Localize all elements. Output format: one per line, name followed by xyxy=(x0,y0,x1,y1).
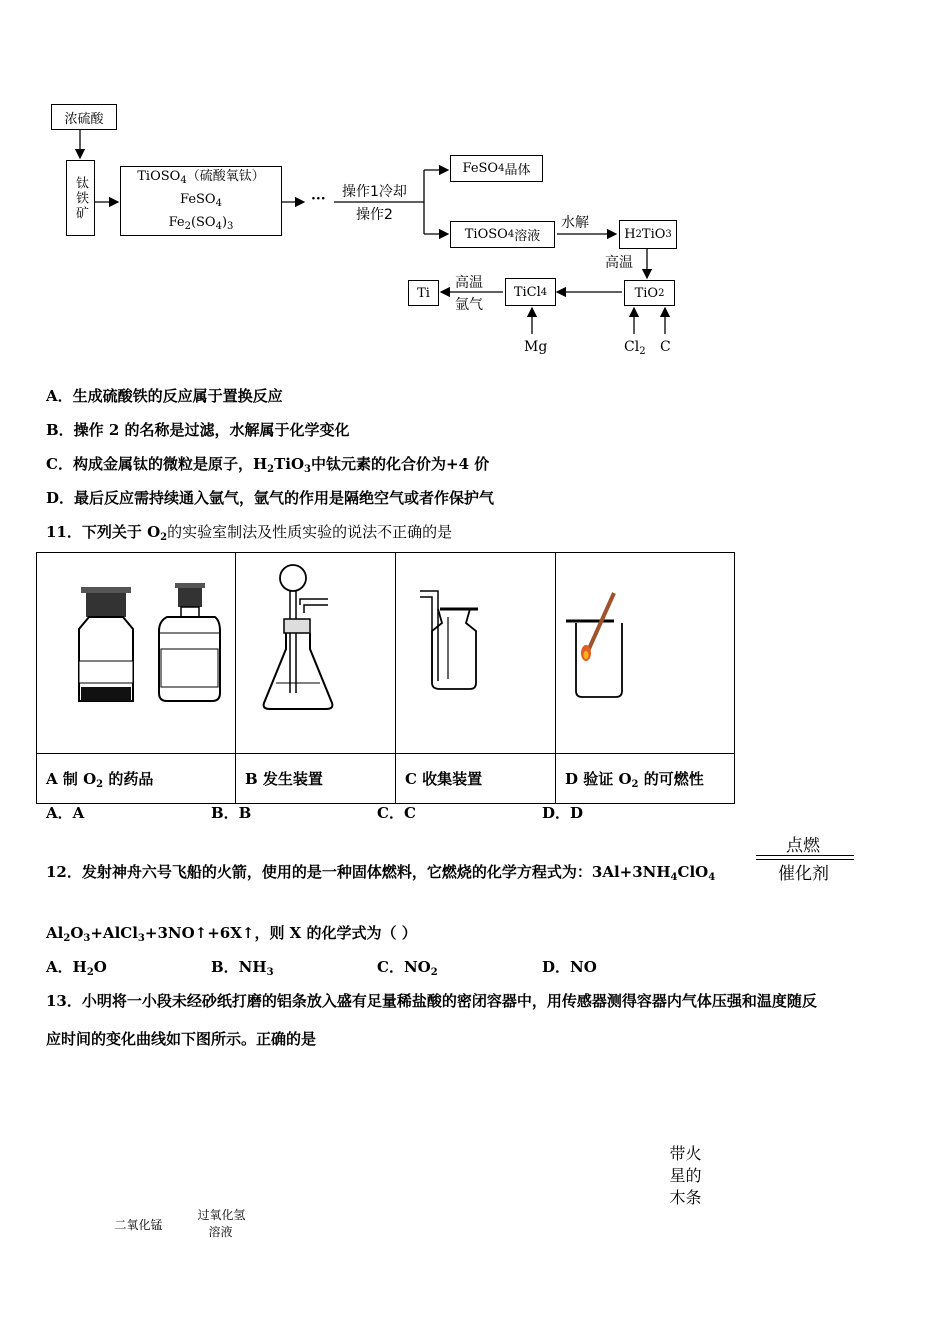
q13-stem-line2: 应时间的变化曲线如下图所示。正确的是 xyxy=(46,1030,317,1048)
cl2-label: $Cl_2$ xyxy=(624,339,646,357)
caption-a: A 制 $O_2$ 的药品 xyxy=(37,754,236,804)
q12-equation-line2: $Al_2O_3+AlCl_3+3NO↑+6X↑$，则 X 的化学式为（ ） xyxy=(46,924,417,944)
q11-option-c: C．C xyxy=(377,804,416,822)
q11-stem: 11．下列关于 $O_2$的实验室制法及性质实验的说法不正确的是 xyxy=(46,523,453,543)
ticl4-box: TiCl 4 xyxy=(505,278,556,306)
cell-c-image xyxy=(396,553,556,754)
ti-box: Ti xyxy=(408,280,439,306)
mixture-line3: $Fe_2(SO_4)_3$ xyxy=(168,214,234,232)
crystal-box: FeSO 4 晶体 xyxy=(450,155,543,182)
generation-apparatus xyxy=(236,553,395,749)
mixture-box xyxy=(120,166,282,236)
mixture-line2: FeSO$_4$ xyxy=(180,191,222,209)
q12-option-b: B．$NH_3$ xyxy=(211,958,274,978)
q12-option-c: C．$NO_2$ xyxy=(377,958,438,978)
c-label: C xyxy=(660,339,671,355)
cell-b-image xyxy=(236,553,396,754)
flow-dots: ··· xyxy=(311,191,326,207)
op1-label: 操作1冷却 xyxy=(342,184,407,200)
d-label-3: 木条 xyxy=(669,1187,702,1207)
q11-option-b: B．B xyxy=(211,804,252,822)
q10-option-a: A．生成硫酸铁的反应属于置换反应 xyxy=(46,387,283,405)
d-label-2: 星的 xyxy=(669,1165,702,1185)
acid-box: 浓硫酸 xyxy=(51,104,117,130)
bottle2-label-2: 溶液 xyxy=(208,1224,233,1239)
argon-label: 氩气 xyxy=(455,297,483,313)
q10-option-c: C．构成金属钛的微粒是原子，$H_2TiO_3$中钛元素的化合价为+4 价 xyxy=(46,455,490,475)
q10-option-d: D．最后反应需持续通入氩气，氩气的作用是隔绝空气或者作保护气 xyxy=(46,489,495,507)
bottle2-label-1: 过氧化氢 xyxy=(197,1207,246,1222)
caption-b: B 发生装置 xyxy=(236,754,396,804)
reagent-bottles xyxy=(37,553,235,749)
op2-label: 操作2 xyxy=(356,207,393,223)
mixture-line1: TiOSO$_4$（硫酸氧钛） xyxy=(137,168,265,186)
d-label-1: 带火 xyxy=(669,1143,702,1163)
q11-option-a: A．A xyxy=(46,804,85,822)
q12-stem: 12．发射神舟六号飞船的火箭，使用的是一种固体燃料，它燃烧的化学方程式为：$3Al+3NH_4ClO_4$ xyxy=(46,863,716,883)
high-temp-label-1: 高温 xyxy=(605,255,633,271)
q11-option-d: D．D xyxy=(542,804,584,822)
tio2-box: TiO 2 xyxy=(624,280,675,306)
h2tio3-box: H 2 TiO 3 xyxy=(619,220,677,249)
ore-box: 钛铁矿 xyxy=(66,160,95,236)
solution-box: TiOSO 4 溶液 xyxy=(450,221,555,248)
collection-apparatus xyxy=(396,553,555,749)
combustion-test-apparatus xyxy=(556,553,734,749)
caption-d: D 验证 $O_2$ 的可燃性 xyxy=(556,754,735,804)
mg-label: Mg xyxy=(524,339,548,355)
reaction-condition-top: 点燃 xyxy=(786,836,820,856)
caption-c: C 收集装置 xyxy=(396,754,556,804)
high-temp-label-2: 高温 xyxy=(455,275,483,291)
bottle1-label: 二氧化锰 xyxy=(114,1217,163,1232)
q13-stem-line1: 13．小明将一小段未经砂纸打磨的铝条放入盛有足量稀盐酸的密闭容器中，用传感器测得容器内气体压强和温度随反 xyxy=(46,992,817,1010)
q10-option-b: B．操作 2 的名称是过滤，水解属于化学变化 xyxy=(46,421,350,439)
hydrolysis-label: 水解 xyxy=(561,215,589,231)
reaction-condition-bottom: 催化剂 xyxy=(778,864,829,884)
q12-option-a: A．$H_2O$ xyxy=(46,958,107,978)
q12-option-d: D．NO xyxy=(542,958,597,976)
